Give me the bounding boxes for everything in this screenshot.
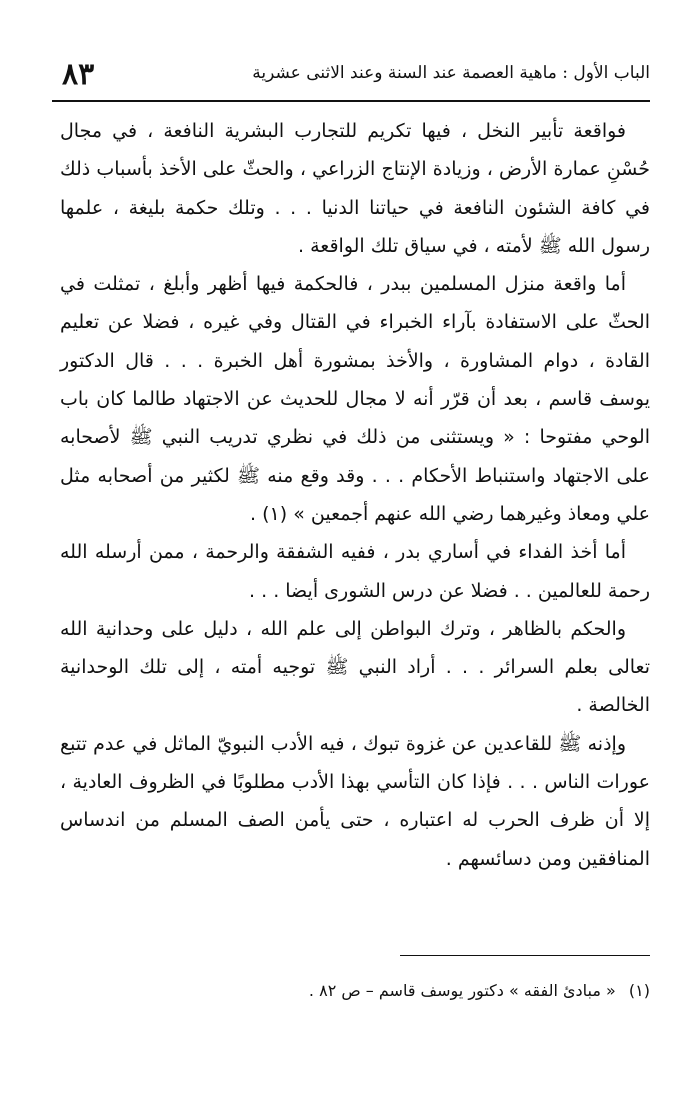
page-number: ٨٣ [62,57,95,92]
paragraph: فواقعة تأبير النخل ، فيها تكريم للتجارب البشرية النافعة ، في مجال حُسْنِ عمارة الأرض ، وزيادة الإنتاج الزراعي ، والحثّ على الأخذ بأسباب ذلك في كافة الشئون النافعة في حياتنا الدنيا . . . وتلك حكمة بليغة ، علمها رسول الله ﷺ لأمته ، في سياق تلك الواقعة . [60,120,650,257]
paragraph: أما أخذ الفداء في أساري بدر ، ففيه الشفقة والرحمة ، ممن أرسله الله رحمة للعالمين . . فضلا عن درس الشورى أيضا . . . [60,541,650,602]
running-head: الباب الأول : ماهية العصمة عند السنة وعند الاثنى عشرية [252,63,650,83]
footnote [60,978,650,1004]
paragraph: والحكم بالظاهر ، وترك البواطن إلى علم الله ، دليل على وحدانية الله تعالى بعلم السرائر . . . أراد النبي ﷺ توجيه أمته ، إلى تلك الوحدانية الخالصة . [60,617,650,717]
paragraph: أما واقعة منزل المسلمين ببدر ، فالحكمة فيها أظهر وأبلغ ، تمثلت في الحثّ على الاستفادة بآراء الخبراء في القتال وفي غيره ، فضلا عن تعليم القادة ، دوام المشاورة ، والأخذ بمشورة أهل الخبرة . . . قال الدكتور يوسف قاسم ، بعد أن قرّر أنه لا مجال للحديث عن الاجتهاد طالما كان باب الوحي مفتوحا : « ويستثنى من ذلك في نظري تدريب النبي ﷺ لأصحابه على الاجتهاد واستنباط الأحكام . . . وقد وقع منه ﷺ لكثير من أصحابه مثل علي ومعاذ وغيرهما رضي الله عنهم أجمعين » (١) . [60,273,650,525]
page-header [52,55,650,103]
footnote-marker: (١) [628,981,650,1000]
footnote-rule [400,955,650,956]
body-text [60,112,650,878]
footnote-text: « مبادئ الفقه » دكتور يوسف قاسم – ص ٨٢ . [308,981,616,1000]
paragraph: وإذنه ﷺ للقاعدين عن غزوة تبوك ، فيه الأدب النبويّ الماثل في عدم تتبع عورات الناس . . . فإذا كان التأسي بهذا الأدب مطلوبًا في الظروف العادية ، إلا أن ظرف الحرب له اعتباره ، حتى يأمن الصف المسلم من اندساس المنافقين ومن دسائسهم . [60,732,650,870]
header-rule [52,100,650,102]
